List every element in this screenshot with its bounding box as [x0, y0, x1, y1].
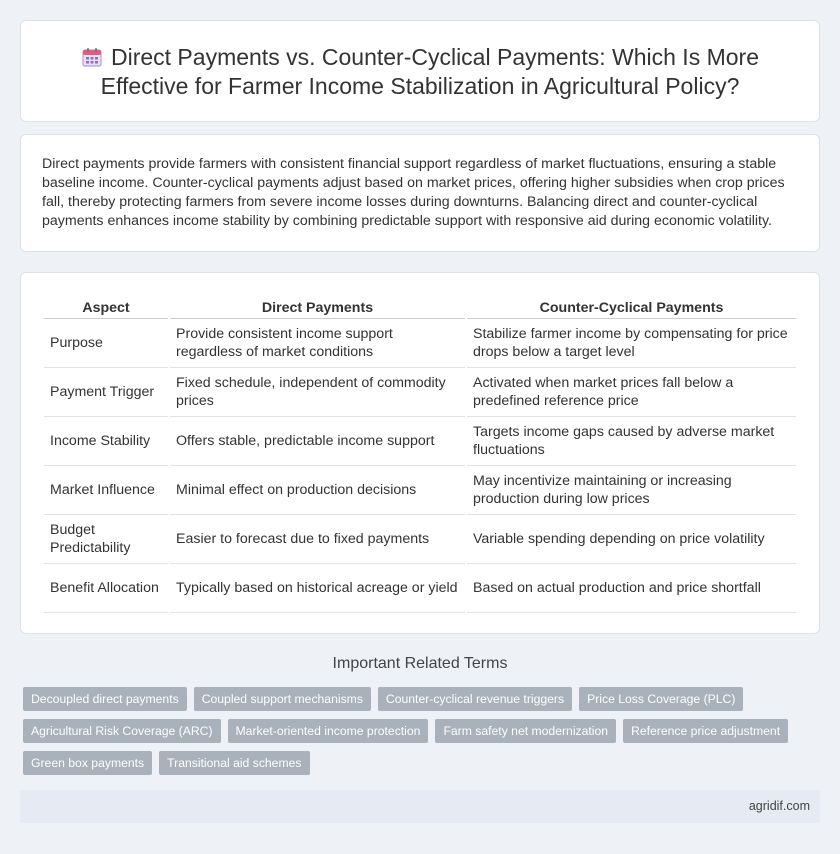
intro-card [20, 134, 820, 252]
table-row [44, 319, 796, 368]
header-direct-payments: Direct Payments [170, 297, 465, 319]
related-term-tag[interactable]: Coupled support mechanisms [194, 687, 371, 711]
related-term-tag[interactable]: Green box payments [23, 751, 152, 775]
header-counter-cyclical-payments: Counter-Cyclical Payments [467, 297, 796, 319]
table-header-row [44, 297, 796, 319]
related-term-tag[interactable]: Market-oriented income protection [228, 719, 429, 743]
footer [20, 790, 820, 823]
aspect-cell: Income Stability [44, 417, 168, 466]
direct-cell: Fixed schedule, independent of commodity prices [170, 368, 465, 417]
direct-cell: Offers stable, predictable income support [170, 417, 465, 466]
related-term-tag[interactable]: Price Loss Coverage (PLC) [579, 687, 743, 711]
title-card [20, 20, 820, 122]
comparison-table [42, 297, 798, 613]
aspect-cell: Purpose [44, 319, 168, 368]
counter-cyclical-cell: Stabilize farmer income by compensating for price drops below a target level [467, 319, 796, 368]
related-terms-list [23, 687, 823, 783]
comparison-card [20, 272, 820, 634]
table-row [44, 417, 796, 466]
related-term-tag[interactable]: Agricultural Risk Coverage (ARC) [23, 719, 221, 743]
related-term-tag[interactable]: Transitional aid schemes [159, 751, 309, 775]
footer-site-link[interactable]: agridif.com [748, 799, 810, 813]
aspect-cell: Benefit Allocation [44, 564, 168, 613]
direct-cell: Minimal effect on production decisions [170, 466, 465, 515]
aspect-cell: Budget Predictability [44, 515, 168, 564]
direct-cell: Typically based on historical acreage or yield [170, 564, 465, 613]
counter-cyclical-cell: Variable spending depending on price volatility [467, 515, 796, 564]
related-term-tag[interactable]: Counter-cyclical revenue triggers [378, 687, 572, 711]
calendar-icon [81, 46, 103, 68]
header-aspect: Aspect [44, 297, 168, 319]
table-row [44, 515, 796, 564]
related-term-tag[interactable]: Decoupled direct payments [23, 687, 187, 711]
intro-paragraph: Direct payments provide farmers with consistent financial support regardless of market fluctuations, ensuring a stable baseline income. Counter-cyclical payments adjust based on market prices, offering higher subsidies when crop prices fall, thereby protecting farmers from severe income losses during downturns. Balancing direct and counter-cyclical payments enhances income stability by combining predictable support with responsive aid during economic volatility. [42, 156, 785, 229]
related-terms-title: Important Related Terms [332, 655, 508, 672]
direct-cell: Provide consistent income support regardless of market conditions [170, 319, 465, 368]
related-term-tag[interactable]: Farm safety net modernization [435, 719, 616, 743]
aspect-cell: Market Influence [44, 466, 168, 515]
counter-cyclical-cell: Activated when market prices fall below a predefined reference price [467, 368, 796, 417]
counter-cyclical-cell: Based on actual production and price shortfall [467, 564, 796, 613]
table-row [44, 564, 796, 613]
table-row [44, 466, 796, 515]
page-title [51, 43, 789, 101]
related-term-tag[interactable]: Reference price adjustment [623, 719, 788, 743]
page-title-text: Direct Payments vs. Counter-Cyclical Payments: Which Is More Effective for Farmer Income Stabilization in Agricultural Policy? [100, 44, 759, 99]
table-row [44, 368, 796, 417]
aspect-cell: Payment Trigger [44, 368, 168, 417]
direct-cell: Easier to forecast due to fixed payments [170, 515, 465, 564]
counter-cyclical-cell: May incentivize maintaining or increasing production during low prices [467, 466, 796, 515]
counter-cyclical-cell: Targets income gaps caused by adverse market fluctuations [467, 417, 796, 466]
